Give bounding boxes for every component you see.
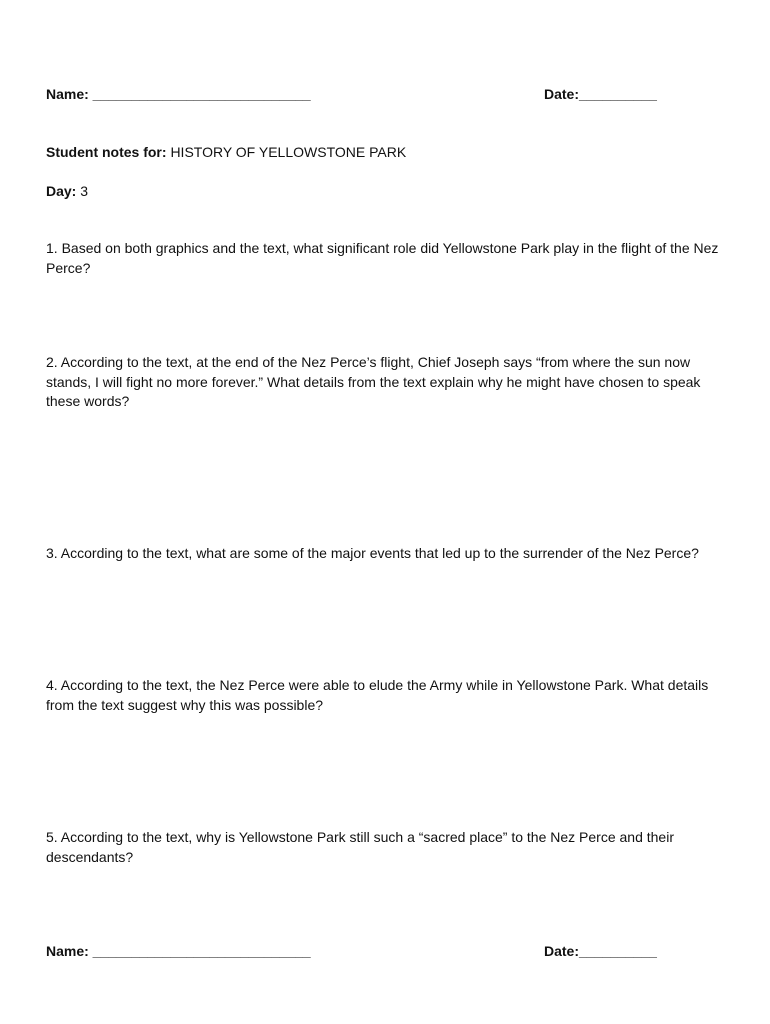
day-line (46, 183, 88, 199)
name-field-bottom: Name: ____________________________ (46, 943, 311, 959)
date-field-top: Date:__________ (544, 86, 657, 102)
question-5: 5. According to the text, why is Yellowstone Park still such a “sacred place” to the Nez Perce and their descendants? (46, 829, 674, 865)
question-1: 1. Based on both graphics and the text, what significant role did Yellowstone Park play in the flight of the Nez Perce? (46, 240, 719, 276)
student-notes-label: Student notes for: (46, 144, 167, 160)
question-4: 4. According to the text, the Nez Perce were able to elude the Army while in Yellowstone Park. What details from the text suggest why this was possible? (46, 677, 709, 713)
student-notes-line (46, 144, 406, 160)
student-notes-topic: HISTORY OF YELLOWSTONE PARK (170, 144, 407, 160)
date-field-bottom: Date:__________ (544, 943, 657, 959)
name-field-top: Name: ____________________________ (46, 86, 311, 102)
day-value: 3 (80, 183, 89, 199)
day-label: Day: (46, 183, 77, 199)
question-2: 2. According to the text, at the end of the Nez Perce’s flight, Chief Joseph says “from where the sun now stands, I will fight no more forever.” What details from the text explain why he might have chosen to speak these words? (46, 354, 701, 409)
question-3: 3. According to the text, what are some of the major events that led up to the surrender of the Nez Perce? (46, 545, 699, 561)
